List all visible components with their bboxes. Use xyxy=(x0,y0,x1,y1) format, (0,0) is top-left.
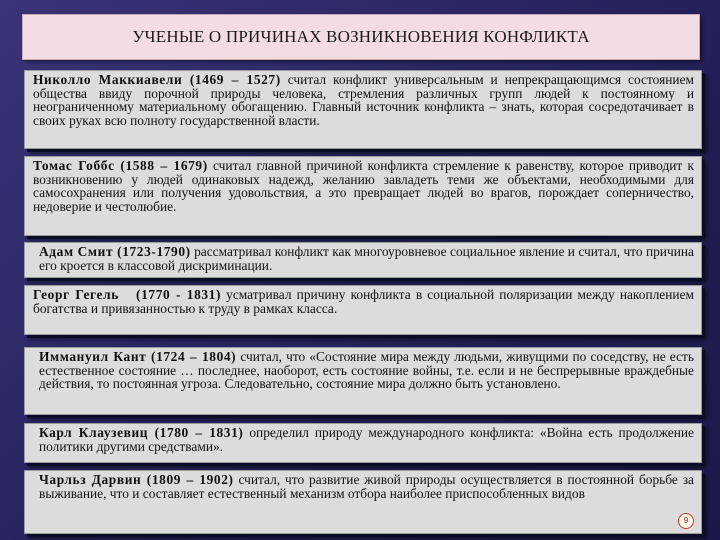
page-number-badge: 9 xyxy=(678,513,694,529)
scholar-view: считал конфликт универсальным и непрекращающимся состоянием общества ввиду порочной природы человека, стремления различных групп людей к постоянному и неограниченному материальному обогащению. Главный источник конфликта – знать, которая сосредотачивает в своих руках всю полноту государственной власти. xyxy=(33,72,694,128)
entry-hobbes xyxy=(24,156,702,236)
scholar-view: рассматривал конфликт как многоуровневое социальное явление и считал, что причина его кроется в классовой дискриминации. xyxy=(39,244,694,273)
scholar-name: Иммануил Кант (1724 – 1804) xyxy=(39,349,237,364)
entry-darwin xyxy=(24,470,702,534)
entry-smith xyxy=(24,242,702,278)
scholar-name: Николло Маккиавели (1469 – 1527) xyxy=(33,72,281,87)
scholar-name: Адам Смит (1723-1790) xyxy=(39,244,191,259)
entry-kant xyxy=(24,347,702,415)
scholar-view: считал, что развитие живой природы осуществляется в постоянной борьбе за выживание, что и составляет естественный механизм отбора наиболее приспособленных видов xyxy=(39,472,694,501)
scholar-view: считал главной причиной конфликта стремление к равенству, которое приводит к возникновению у людей одинаковых надежд, желанию завладеть теми же объектами, необходимыми для самосохранения или получения удовольствия, а это превращает людей во врагов, порождает соперничество, недоверие и честолюбие. xyxy=(33,158,694,214)
scholar-view: считал, что «Состояние мира между людьми, живущими по соседству, не есть естественное состояние … последнее, наоборот, есть состояние войны, т.е. если и не беспрерывные враждебные действия, то постоянная угроза. Следовательно, состояние мира должно быть установлено. xyxy=(39,349,694,392)
scholar-view: определил природу международного конфликта: «Война есть продолжение политики другими средствами». xyxy=(39,425,695,454)
scholar-name: Георг Гегель (1770 - 1831) xyxy=(33,287,222,302)
slide-title: УЧЕНЫЕ О ПРИЧИНАХ ВОЗНИКНОВЕНИЯ КОНФЛИКТА xyxy=(22,14,700,60)
entry-machiavelli xyxy=(24,70,702,149)
scholar-name: Томас Гоббс (1588 – 1679) xyxy=(33,158,208,173)
scholar-view: усматривал причину конфликта в социальной поляризации между накоплением богатства и привязанностью к труду в рамках класса. xyxy=(33,287,694,316)
scholar-name: Карл Клаузевиц (1780 – 1831) xyxy=(39,425,244,440)
scholar-name: Чарльз Дарвин (1809 – 1902) xyxy=(39,472,234,487)
entry-hegel xyxy=(24,285,702,335)
entry-clausewitz xyxy=(24,423,702,463)
